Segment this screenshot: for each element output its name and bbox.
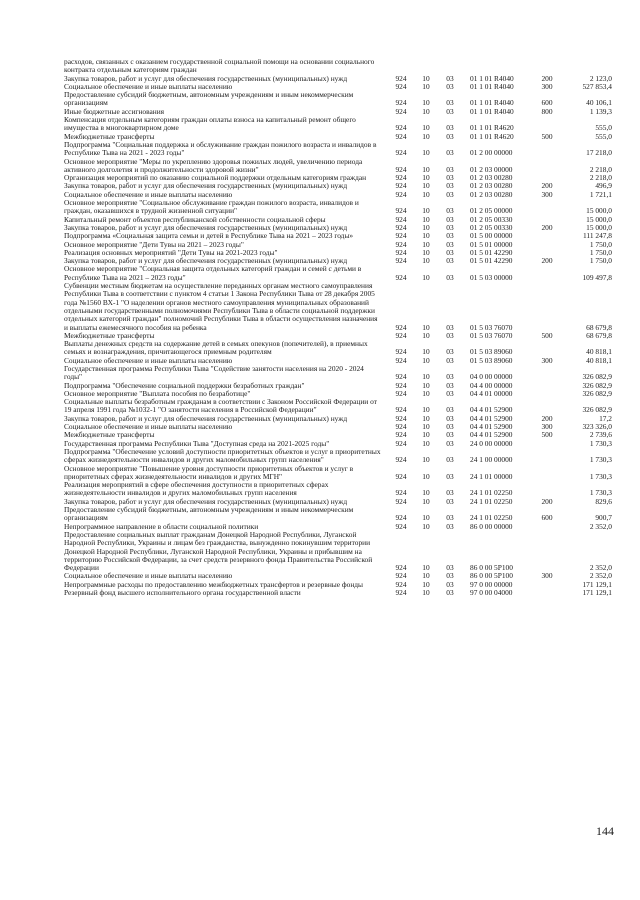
row-target-article: 24 1 01 02250: [470, 488, 513, 498]
row-section-code: 10: [422, 123, 430, 133]
row-section-code: 10: [422, 405, 430, 415]
row-expense-type: 200: [541, 256, 553, 266]
row-amount: 2 352,0: [589, 563, 612, 573]
row-target-article: 24 1 01 02250: [470, 513, 513, 523]
table-row: [64, 448, 612, 465]
row-name: Закупка товаров, работ и услуг для обеспечения государственных (муниципальных) нужд: [64, 413, 348, 423]
row-section-code: 10: [422, 164, 430, 174]
row-ministry-code: 924: [395, 106, 407, 116]
row-ministry-code: 924: [395, 231, 407, 241]
row-target-article: 97 0 00 00000: [470, 579, 513, 589]
row-target-article: 86 0 00 5P100: [470, 571, 513, 581]
row-ministry-code: 924: [395, 355, 407, 365]
row-target-article: 01 2 05 00000: [470, 206, 513, 216]
row-name: Субвенции местным бюджетам на осуществление переданных органам местного самоуправления Республики Тыва в соответствии с пунктом 4 статьи 1 Закона Республики Тыва от 28 декабря 2005 года №1560 ВХ-1 "О наделении органов местного самоуправления муниципальных образований отдельными государственными полномочиями Республики Тыва в области социальной поддержки отдельных категорий граждан" полномочий Республики Тыва в области осуществления назначения и выплаты ежемесячного пособия на ребенка: [64, 281, 378, 332]
row-section-code: 10: [422, 513, 430, 523]
row-name: Социальное обеспечение и иные выплаты населению: [64, 422, 233, 432]
row-amount: 326 082,9: [582, 372, 612, 382]
row-section-code: 10: [422, 148, 430, 158]
row-name: Основное мероприятие "Социальная защита отдельных категорий граждан и семей с детьми в Республике Тыва на 2021 – 2023 годы": [64, 264, 362, 282]
row-amount: 2 352,0: [589, 571, 612, 581]
row-section-code: 10: [422, 563, 430, 573]
row-name: Реализация основных мероприятий "Дети Тувы на 2021-2023 годы": [64, 247, 278, 257]
row-amount: 2 218,0: [589, 164, 612, 174]
row-amount: 40 818,1: [586, 355, 612, 365]
row-ministry-code: 924: [395, 471, 407, 481]
row-section-code: 10: [422, 347, 430, 357]
row-target-article: 86 0 00 00000: [470, 521, 513, 531]
row-amount: 111 247,8: [582, 231, 612, 241]
row-name: Резервный фонд высшего исполнительного органа государственной власти: [64, 588, 301, 597]
table-row: [64, 465, 612, 482]
row-expense-type: 200: [541, 496, 553, 506]
row-target-article: 01 5 03 89060: [470, 347, 513, 357]
row-ministry-code: 924: [395, 256, 407, 266]
row-section-code: 10: [422, 272, 430, 282]
row-section-code: 10: [422, 413, 430, 423]
row-target-article: 04 4 01 52900: [470, 430, 513, 440]
row-section-code: 10: [422, 98, 430, 108]
row-name: Социальное обеспечение и иные выплаты населению: [64, 355, 233, 365]
row-target-article: 01 2 03 00280: [470, 173, 513, 183]
row-amount: 2 352,0: [589, 521, 612, 531]
row-section-code: 10: [422, 173, 430, 183]
row-subsection-code: 03: [446, 148, 454, 158]
row-amount: 1 750,0: [589, 239, 612, 249]
row-subsection-code: 03: [446, 247, 454, 257]
row-amount: 2 123,0: [589, 73, 612, 83]
row-target-article: 01 2 05 00330: [470, 222, 513, 232]
row-subsection-code: 03: [446, 455, 454, 465]
row-ministry-code: 924: [395, 347, 407, 357]
row-amount: 1 730,3: [589, 438, 612, 448]
row-subsection-code: 03: [446, 189, 454, 199]
row-target-article: 01 5 03 89060: [470, 355, 513, 365]
row-target-article: 04 0 00 00000: [470, 372, 513, 382]
row-expense-type: 200: [541, 181, 553, 191]
row-amount: 17 218,0: [586, 148, 612, 158]
row-name: Иные бюджетные ассигнования: [64, 106, 165, 116]
row-name: Реализация мероприятий в сфере обеспечения доступности в приоритетных сферах жизнедеятельности инвалидов и других маломобильных групп населения: [64, 480, 329, 498]
row-subsection-code: 03: [446, 73, 454, 83]
row-subsection-code: 03: [446, 380, 454, 390]
row-section-code: 10: [422, 206, 430, 216]
row-name: Закупка товаров, работ и услуг для обеспечения государственных (муниципальных) нужд: [64, 181, 348, 191]
row-target-article: 01 5 01 42290: [470, 247, 513, 257]
row-name: Подпрограмма "Социальная поддержка и обслуживание граждан пожилого возраста и инвалидов в Республике Тыва на 2021 - 2023 годы": [64, 139, 377, 158]
row-amount: 1 730,3: [589, 455, 612, 465]
table-row: [64, 158, 612, 175]
row-subsection-code: 03: [446, 272, 454, 282]
row-ministry-code: 924: [395, 455, 407, 465]
row-ministry-code: 924: [395, 513, 407, 523]
row-amount: 1 750,0: [589, 247, 612, 257]
row-ministry-code: 924: [395, 488, 407, 498]
row-ministry-code: 924: [395, 372, 407, 382]
table-row: [64, 91, 612, 108]
row-name: Компенсация отдельным категориям граждан оплаты взноса на капитальный ремонт общего имущества в многоквартирном доме: [64, 115, 356, 133]
row-amount: 17,2: [599, 413, 612, 423]
row-ministry-code: 924: [395, 239, 407, 249]
row-name: Непрограммные расходы по предоставлению межбюджетных трансфертов и резервные фонды: [64, 579, 364, 589]
row-name: Государственная программа Республики Тыва "Содействие занятости населения на 2020 - 2024 годы": [64, 363, 364, 382]
row-subsection-code: 03: [446, 413, 454, 423]
table-row: [64, 365, 612, 382]
row-subsection-code: 03: [446, 164, 454, 174]
row-ministry-code: 924: [395, 413, 407, 423]
row-amount: 1 730,3: [589, 471, 612, 481]
row-name: Организация мероприятий по оказанию социальной поддержки отдельным категориям граждан: [64, 173, 367, 183]
row-subsection-code: 03: [446, 372, 454, 382]
row-ministry-code: 924: [395, 588, 407, 597]
row-subsection-code: 03: [446, 521, 454, 531]
row-section-code: 10: [422, 231, 430, 241]
table-row: [64, 116, 612, 133]
row-ministry-code: 924: [395, 496, 407, 506]
row-target-article: 04 4 01 52900: [470, 422, 513, 432]
row-name: Государственная программа Республики Тыва "Доступная среда на 2021-2025 годы": [64, 438, 330, 448]
row-amount: 326 082,9: [582, 405, 612, 415]
row-ministry-code: 924: [395, 388, 407, 398]
row-amount: 171 129,1: [582, 579, 612, 589]
row-amount: 15 000,0: [586, 222, 612, 232]
row-target-article: 04 4 00 00000: [470, 380, 513, 390]
row-ministry-code: 924: [395, 330, 407, 340]
row-target-article: 24 1 00 00000: [470, 455, 513, 465]
row-section-code: 10: [422, 380, 430, 390]
row-amount: 1 721,1: [589, 189, 612, 199]
row-ministry-code: 924: [395, 189, 407, 199]
row-ministry-code: 924: [395, 405, 407, 415]
row-subsection-code: 03: [446, 347, 454, 357]
row-amount: 15 000,0: [586, 206, 612, 216]
row-target-article: 01 5 03 76070: [470, 330, 513, 340]
row-ministry-code: 924: [395, 81, 407, 91]
table-row: [64, 282, 612, 332]
row-section-code: 10: [422, 81, 430, 91]
row-subsection-code: 03: [446, 430, 454, 440]
row-subsection-code: 03: [446, 563, 454, 573]
row-subsection-code: 03: [446, 388, 454, 398]
row-subsection-code: 03: [446, 81, 454, 91]
row-target-article: 24 1 01 02250: [470, 496, 513, 506]
row-amount: 1 139,3: [589, 106, 612, 116]
row-name: Закупка товаров, работ и услуг для обеспечения государственных (муниципальных) нужд: [64, 73, 348, 83]
row-name: Закупка товаров, работ и услуг для обеспечения государственных (муниципальных) нужд: [64, 496, 348, 506]
row-target-article: 01 1 01 R4620: [470, 131, 514, 141]
row-amount: 2 218,0: [589, 173, 612, 183]
row-name: Социальное обеспечение и иные выплаты населению: [64, 189, 233, 199]
table-row: [64, 199, 612, 216]
row-subsection-code: 03: [446, 571, 454, 581]
row-subsection-code: 03: [446, 123, 454, 133]
row-name: Предоставление субсидий бюджетным, автономным учреждениям и иным некоммерческим организациям: [64, 505, 354, 523]
row-target-article: 01 2 05 00330: [470, 214, 513, 224]
table-row: [64, 141, 612, 158]
row-name: Подпрограмма «Социальная защита семьи и детей в Республике Тыва на 2021 – 2023 годы»: [64, 231, 354, 241]
row-expense-type: 200: [541, 413, 553, 423]
row-ministry-code: 924: [395, 571, 407, 581]
row-name: Закупка товаров, работ и услуг для обеспечения государственных (муниципальных) нужд: [64, 256, 348, 266]
row-ministry-code: 924: [395, 521, 407, 531]
row-name: Капитальный ремонт объектов республиканской собственности социальной сферы: [64, 214, 326, 224]
row-target-article: 01 5 00 00000: [470, 231, 513, 241]
row-section-code: 10: [422, 239, 430, 249]
row-section-code: 10: [422, 496, 430, 506]
row-subsection-code: 03: [446, 98, 454, 108]
row-name: Непрограммное направление в области социальной политики: [64, 521, 259, 531]
row-target-article: 01 1 01 R4040: [470, 106, 514, 116]
row-target-article: 01 2 00 00000: [470, 148, 513, 158]
row-target-article: 01 2 03 00280: [470, 181, 513, 191]
row-name: Основное мероприятие "Выплата пособия по безработице": [64, 388, 251, 398]
row-subsection-code: 03: [446, 513, 454, 523]
row-section-code: 10: [422, 256, 430, 266]
row-subsection-code: 03: [446, 173, 454, 183]
row-target-article: 24 1 01 00000: [470, 471, 513, 481]
row-target-article: 01 5 01 00000: [470, 239, 513, 249]
row-ministry-code: 924: [395, 222, 407, 232]
row-ministry-code: 924: [395, 214, 407, 224]
row-subsection-code: 03: [446, 322, 454, 332]
row-target-article: 04 4 01 00000: [470, 388, 513, 398]
row-ministry-code: 924: [395, 430, 407, 440]
table-row: [64, 506, 612, 523]
row-section-code: 10: [422, 521, 430, 531]
row-expense-type: 200: [541, 73, 553, 83]
row-ministry-code: 924: [395, 272, 407, 282]
row-ministry-code: 924: [395, 422, 407, 432]
row-expense-type: 500: [541, 430, 553, 440]
row-subsection-code: 03: [446, 355, 454, 365]
row-name: Межбюджетные трансферты: [64, 131, 155, 141]
row-subsection-code: 03: [446, 206, 454, 216]
row-expense-type: 600: [541, 98, 553, 108]
row-subsection-code: 03: [446, 231, 454, 241]
row-amount: 40 106,1: [586, 98, 612, 108]
row-amount: 555,0: [595, 131, 612, 141]
row-section-code: 10: [422, 355, 430, 365]
row-section-code: 10: [422, 455, 430, 465]
row-target-article: 01 5 03 00000: [470, 272, 513, 282]
row-subsection-code: 03: [446, 256, 454, 266]
row-ministry-code: 924: [395, 123, 407, 133]
row-amount: 40 818,1: [586, 347, 612, 357]
row-subsection-code: 03: [446, 496, 454, 506]
row-subsection-code: 03: [446, 405, 454, 415]
row-name: расходов, связанных с оказанием государственной социальной помощи на основании социального контракта отдельным категориям граждан: [64, 57, 375, 75]
row-amount: 1 730,3: [589, 488, 612, 498]
row-name: Подпрограмма "Обеспечение социальной поддержки безработных граждан": [64, 380, 305, 390]
row-name: Межбюджетные трансферты: [64, 330, 155, 340]
row-ministry-code: 924: [395, 164, 407, 174]
row-target-article: 01 1 01 R4040: [470, 73, 514, 83]
row-amount: 109 497,8: [582, 272, 612, 282]
table-row: [64, 265, 612, 282]
row-target-article: 04 4 01 52900: [470, 413, 513, 423]
row-expense-type: 500: [541, 131, 553, 141]
row-expense-type: 200: [541, 222, 553, 232]
row-amount: 15 000,0: [586, 214, 612, 224]
row-expense-type: 300: [541, 355, 553, 365]
row-ministry-code: 924: [395, 98, 407, 108]
row-amount: 555,0: [595, 123, 612, 133]
row-section-code: 10: [422, 579, 430, 589]
row-target-article: 01 1 01 R4040: [470, 81, 514, 91]
row-ministry-code: 924: [395, 438, 407, 448]
row-expense-type: 600: [541, 513, 553, 523]
row-section-code: 10: [422, 214, 430, 224]
row-section-code: 10: [422, 488, 430, 498]
row-target-article: 97 0 00 04000: [470, 588, 513, 597]
table-row: [64, 398, 612, 415]
row-subsection-code: 03: [446, 222, 454, 232]
table-row: [64, 531, 612, 572]
row-ministry-code: 924: [395, 247, 407, 257]
row-target-article: 01 2 03 00280: [470, 189, 513, 199]
row-name: Основное мероприятие "Меры по укреплению здоровья пожилых людей, увеличению периода активного долголетия и продолжительности здоровой жизни": [64, 156, 363, 174]
row-section-code: 10: [422, 73, 430, 83]
row-section-code: 10: [422, 330, 430, 340]
row-subsection-code: 03: [446, 214, 454, 224]
row-expense-type: 500: [541, 330, 553, 340]
row-name: Социальное обеспечение и иные выплаты населению: [64, 81, 233, 91]
row-section-code: 10: [422, 430, 430, 440]
row-name: Социальное обеспечение и иные выплаты населению: [64, 571, 233, 581]
row-name: Подпрограмма "Обеспечение условий доступности приоритетных объектов и услуг в приоритетных сферах жизнедеятельности инвалидов и других маломобильных групп населения": [64, 446, 381, 465]
row-subsection-code: 03: [446, 471, 454, 481]
row-section-code: 10: [422, 422, 430, 432]
row-section-code: 10: [422, 471, 430, 481]
row-section-code: 10: [422, 388, 430, 398]
row-name: Выплаты денежных средств на содержание детей в семьях опекунов (попечителей), в приемных семьях и вознаграждения, причитающегося приемным родителям: [64, 339, 368, 357]
row-name: Предоставление субсидий бюджетным, автономным учреждениям и иным некоммерческим организациям: [64, 90, 354, 108]
page-number: 144: [596, 824, 614, 838]
row-amount: 326 082,9: [582, 388, 612, 398]
row-amount: 527 853,4: [582, 81, 612, 91]
row-section-code: 10: [422, 322, 430, 332]
row-section-code: 10: [422, 438, 430, 448]
row-ministry-code: 924: [395, 563, 407, 573]
row-expense-type: 300: [541, 189, 553, 199]
row-amount: 2 739,6: [589, 430, 612, 440]
row-subsection-code: 03: [446, 488, 454, 498]
row-amount: 68 679,8: [586, 330, 612, 340]
row-target-article: 01 5 01 42290: [470, 256, 513, 266]
row-amount: 900,7: [595, 513, 612, 523]
row-ministry-code: 924: [395, 131, 407, 141]
row-subsection-code: 03: [446, 422, 454, 432]
row-name: Предоставление социальных выплат гражданам Донецкой Народной Республики, Луганской Народной Республики, Украины и лицам без гражданства, вынужденно покинувшим территории Донецкой Народной Республики, Луганской Народной Республики, Украины и прибывшим на территорию Российской Федерации, за счет средств резервного фонда Правительства Российской Федерации: [64, 529, 373, 573]
row-name: Закупка товаров, работ и услуг для обеспечения государственных (муниципальных) нужд: [64, 222, 348, 232]
row-name: Основное мероприятие "Социальное обслуживание граждан пожилого возраста, инвалидов и граждан, оказавшихся в трудной жизненной ситуации": [64, 198, 359, 216]
table-row: [64, 340, 612, 357]
row-amount: 829,6: [595, 496, 612, 506]
row-target-article: 01 1 01 R4620: [470, 123, 514, 133]
row-subsection-code: 03: [446, 330, 454, 340]
row-ministry-code: 924: [395, 148, 407, 158]
row-target-article: 86 0 00 5P100: [470, 563, 513, 573]
row-amount: 326 082,9: [582, 380, 612, 390]
row-section-code: 10: [422, 181, 430, 191]
row-subsection-code: 03: [446, 181, 454, 191]
row-amount: 171 129,1: [582, 588, 612, 597]
row-section-code: 10: [422, 106, 430, 116]
row-section-code: 10: [422, 571, 430, 581]
row-section-code: 10: [422, 131, 430, 141]
budget-table: [64, 58, 612, 597]
row-expense-type: 300: [541, 571, 553, 581]
row-expense-type: 300: [541, 81, 553, 91]
row-subsection-code: 03: [446, 438, 454, 448]
row-ministry-code: 924: [395, 579, 407, 589]
row-ministry-code: 924: [395, 206, 407, 216]
row-name: Межбюджетные трансферты: [64, 430, 155, 440]
row-ministry-code: 924: [395, 73, 407, 83]
row-subsection-code: 03: [446, 239, 454, 249]
row-name: Социальные выплаты безработным гражданам в соответствии с Законом Российской Федерации от 19 апреля 1991 года №1032-1 "О занятости населения в Российской Федерации": [64, 397, 377, 415]
table-row: [64, 58, 612, 75]
row-target-article: 01 5 03 76070: [470, 322, 513, 332]
row-ministry-code: 924: [395, 173, 407, 183]
row-target-article: 04 4 01 52900: [470, 405, 513, 415]
row-section-code: 10: [422, 222, 430, 232]
row-name: Основное мероприятие "Дети Тувы на 2021 – 2023 годы": [64, 239, 244, 249]
row-target-article: 01 1 01 R4040: [470, 98, 514, 108]
row-ministry-code: 924: [395, 380, 407, 390]
row-target-article: 24 0 00 00000: [470, 438, 513, 448]
row-name: Основное мероприятие "Повышение уровня доступности приоритетных объектов и услуг в приоритетных сферах жизнедеятельности инвалидов и других МГН": [64, 463, 354, 481]
row-amount: 1 750,0: [589, 256, 612, 266]
row-amount: 68 679,8: [586, 322, 612, 332]
table-row: [64, 481, 612, 498]
row-amount: 496,9: [595, 181, 612, 191]
row-subsection-code: 03: [446, 131, 454, 141]
row-section-code: 10: [422, 189, 430, 199]
row-target-article: 01 2 03 00000: [470, 164, 513, 174]
row-subsection-code: 03: [446, 106, 454, 116]
row-expense-type: 300: [541, 422, 553, 432]
row-expense-type: 800: [541, 106, 553, 116]
row-section-code: 10: [422, 588, 430, 597]
row-section-code: 10: [422, 247, 430, 257]
row-subsection-code: 03: [446, 588, 454, 597]
row-subsection-code: 03: [446, 579, 454, 589]
row-amount: 323 326,0: [582, 422, 612, 432]
table-row: [64, 589, 612, 597]
row-section-code: 10: [422, 372, 430, 382]
row-ministry-code: 924: [395, 181, 407, 191]
row-ministry-code: 924: [395, 322, 407, 332]
